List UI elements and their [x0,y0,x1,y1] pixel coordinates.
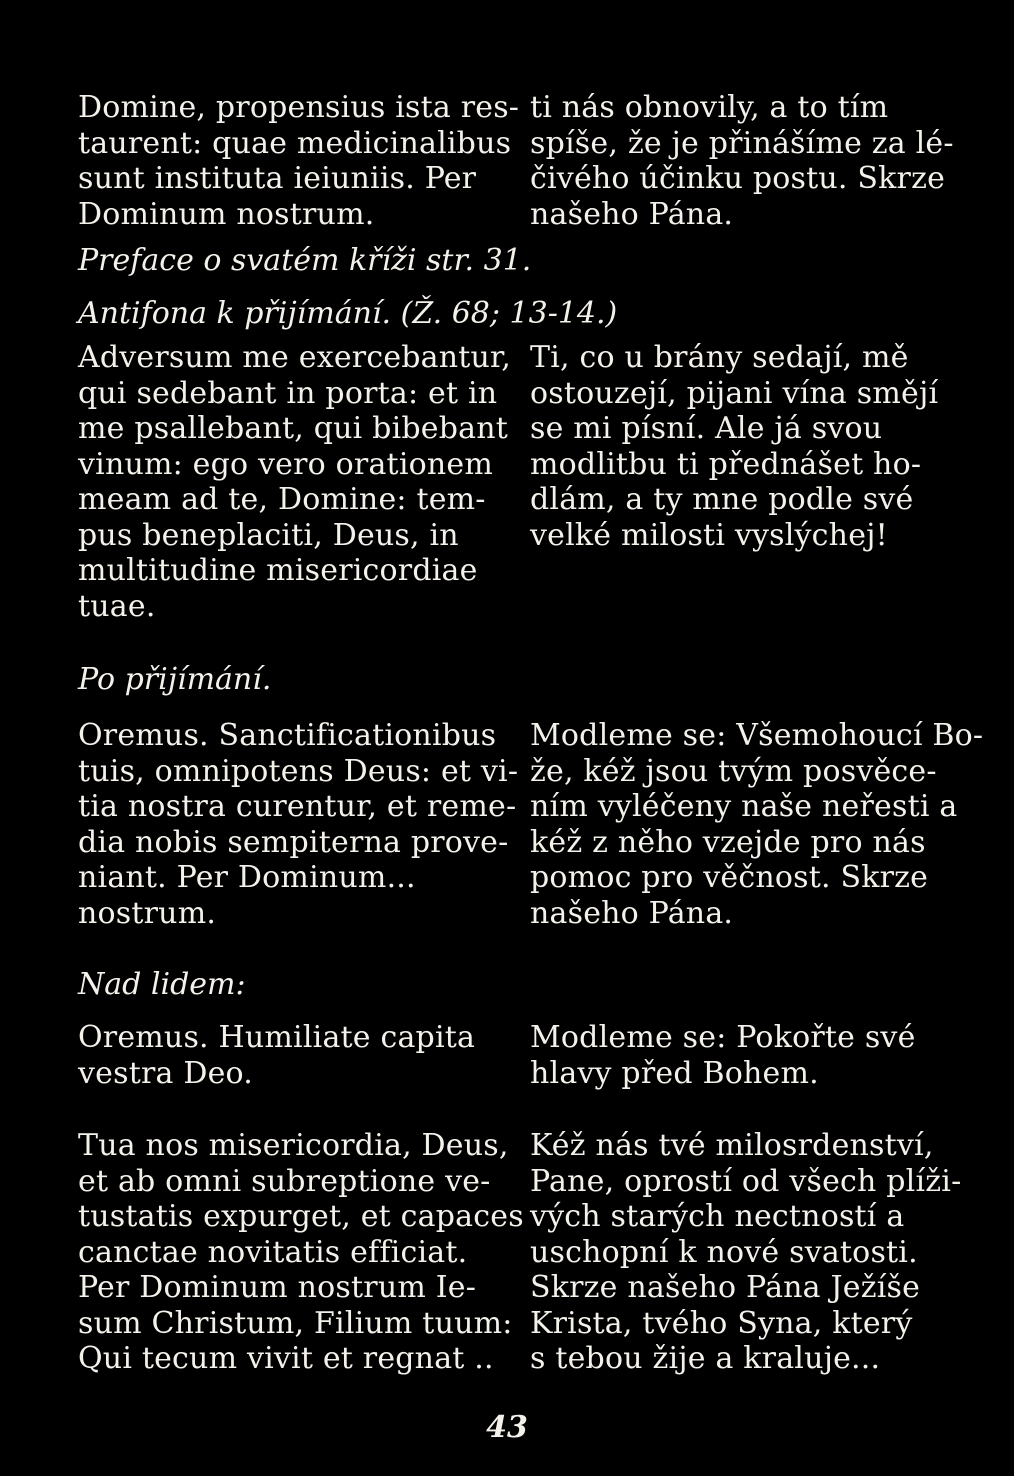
communion-antiphon-latin: Adversum me exercebantur, qui sedebant in porta: et in me psallebant, qui bibebant vinum: ego vero orationem meam ad te, Domine: tem- pus beneplaciti, Deus, in multitudine misericordiae tuae. [78,340,512,624]
final-prayer-latin: Tua nos misericordia, Deus, et ab omni subreptione ve- tustatis expurget, et capaces canctae novitatis efficiat. Per Dominum nostrum Ie- sum Christum, Filium tuum: Qui tecum vivit et regnat .. [78,1128,524,1376]
secret-prayer-czech: ti nás obnovily, a to tím spíše, že je přinášíme za lé- čivého účinku postu. Skrze našeho Pána. [530,90,954,232]
communion-antiphon-heading: Antifona k přijímání. (Ž. 68; 13-14.) [78,296,618,331]
over-people-heading: Nad lidem: [78,967,246,1002]
postcommunion-latin: Oremus. Sanctificationibus tuis, omnipotens Deus: et vi- tia nostra curentur, et reme- dia nobis sempiterna prove- niant. Per Dominum... nostrum. [78,718,519,931]
postcommunion-czech: Modleme se: Všemohoucí Bo- že, kéž jsou tvým posvěce- ním vyléčeny naše neřesti a kéž z něho vzejde pro nás pomoc pro věčnost. Skrze našeho Pána. [530,718,984,931]
postcommunion-heading: Po přijímání. [78,662,272,697]
final-prayer-czech: Kéž nás tvé milosrdenství, Pane, oprostí od všech plíži- vých starých nectností a uschopní k nové svatosti. Skrze našeho Pána Ježíše Krista, tvého Syna, který s tebou žije a kraluje... [530,1128,962,1376]
communion-antiphon-czech: Ti, co u brány sedají, mě ostouzejí, pijani vína smějí se mi písní. Ale já svou modlitbu ti přednášet ho- dlám, a ty mne podle své velké milosti vyslýchej! [530,340,939,553]
page-number: 43 [486,1410,528,1445]
oremus-czech: Modleme se: Pokořte své hlavy před Bohem. [530,1020,916,1091]
oremus-latin: Oremus. Humiliate capita vestra Deo. [78,1020,476,1091]
secret-prayer-latin: Domine, propensius ista res- taurent: quae medicinalibus sunt instituta ieiuniis. Per Dominum nostrum. [78,90,520,232]
preface-reference: Preface o svatém kříži str. 31. [78,243,532,278]
